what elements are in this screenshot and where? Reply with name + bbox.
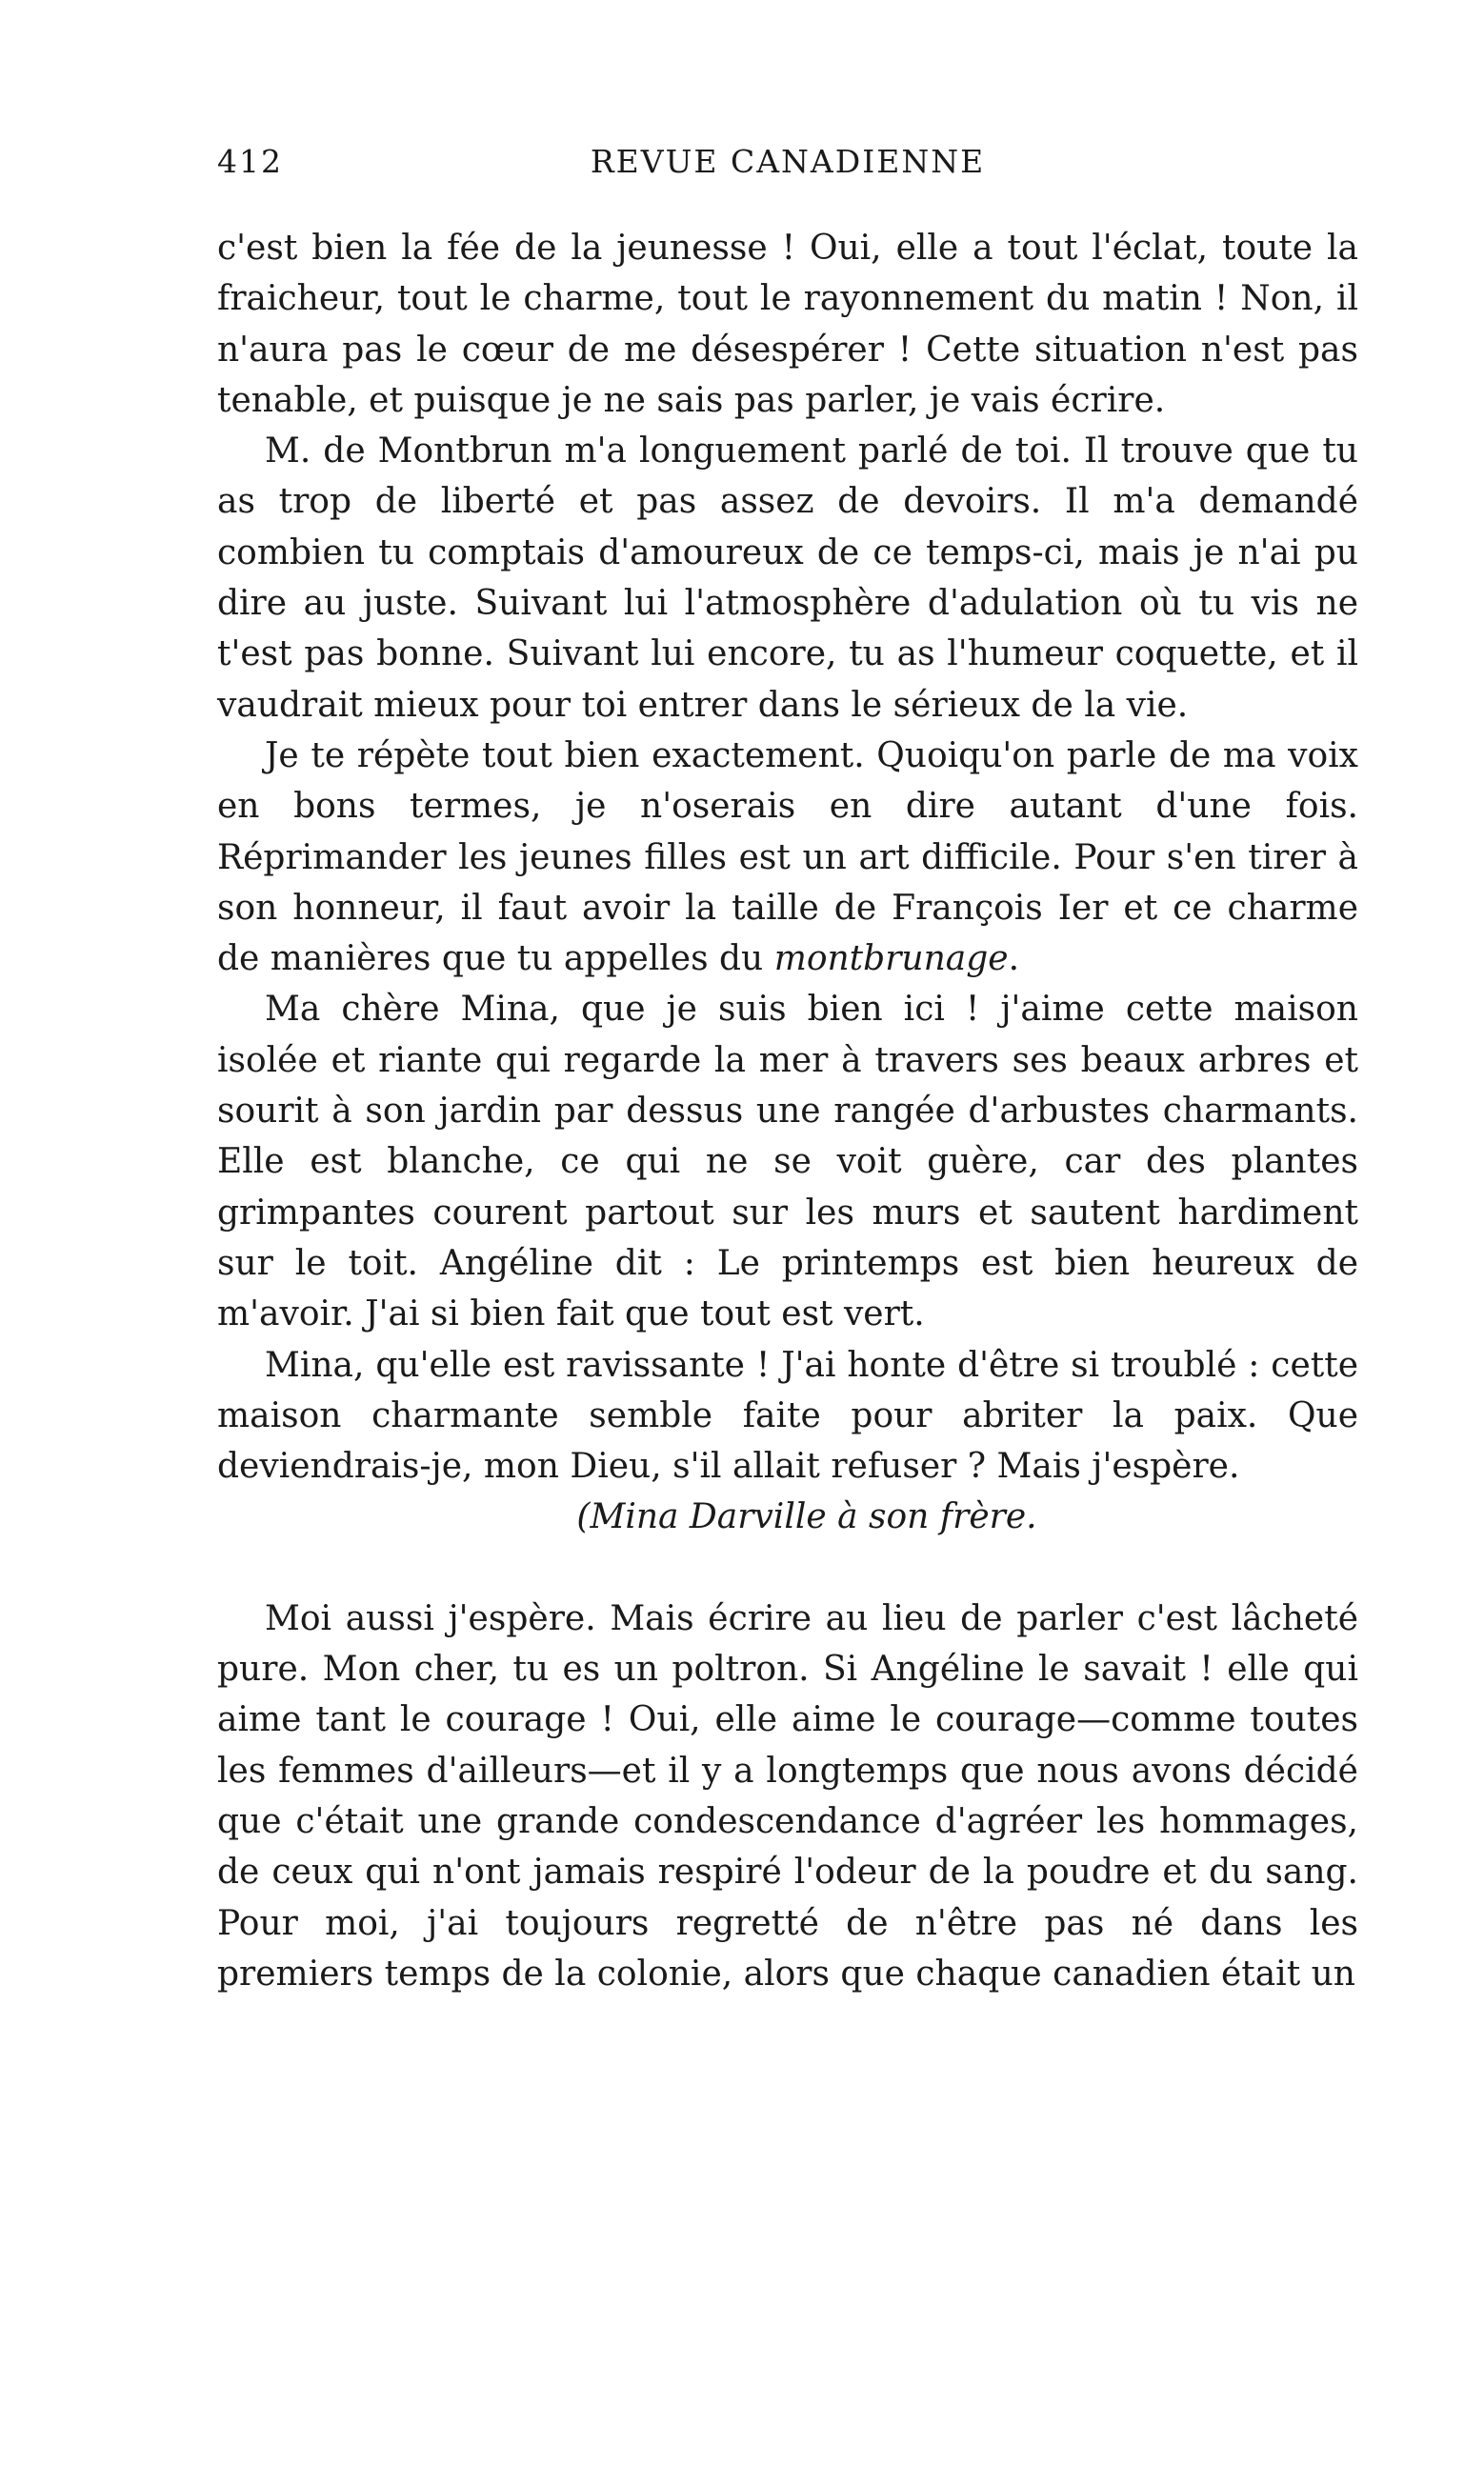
running-title: REVUE CANADIENNE bbox=[590, 143, 986, 180]
body-text bbox=[217, 223, 1358, 1999]
page-number: 412 bbox=[217, 143, 283, 180]
paragraph-1: c'est bien la fée de la jeunesse ! Oui, elle a tout l'éclat, toute la fraicheur, tout le charme, tout le rayonnement du matin ! Non, il n'aura pas le cœur de me désespérer ! Cette situation n'est pas tenable, et puisque je ne sais pas parler, je vais écrire. bbox=[217, 229, 1358, 420]
paragraph-6: Moi aussi j'espère. Mais écrire au lieu de parler c'est lâcheté pure. Mon cher, tu es un poltron. Si Angéline le savait ! elle qui aime tant le courage ! Oui, elle aime le courage—comme toutes les femmes d'ailleurs—et il y a longtemps que nous avons décidé que c'était une grande condescendance d'agréer les hommages, de ceux qui n'ont jamais respiré l'odeur de la poudre et du sang. Pour moi, j'ai toujours regretté de n'être pas né dans les premiers temps de la colonie, alors que chaque canadien était un bbox=[217, 1598, 1358, 1994]
paragraph-3-end: . bbox=[1008, 939, 1020, 979]
paragraph-2: M. de Montbrun m'a longuement parlé de toi. Il trouve que tu as trop de liberté et pas assez de devoirs. Il m'a demandé combien tu comptais d'amoureux de ce temps-ci, mais je n'ai pu dire au juste. Suivant lui l'atmosphère d'adulation où tu vis ne t'est pas bonne. Suivant lui encore, tu as l'humeur coquette, et il vaudrait mieux pour toi entrer dans le sérieux de la vie. bbox=[217, 431, 1358, 725]
italic-term: montbrunage bbox=[773, 939, 1009, 979]
paragraph-3 bbox=[217, 731, 1358, 984]
page-header bbox=[217, 143, 1358, 200]
paragraph-5: Mina, qu'elle est ravissante ! J'ai honte d'être si troublé : cette maison charmante semble faite pour abriter la paix. Que deviendrais-je, mon Dieu, s'il allait refuser ? Mais j'espère. bbox=[217, 1345, 1358, 1487]
paragraph-4: Ma chère Mina, que je suis bien ici ! j'aime cette maison isolée et riante qui regarde la mer à travers ses beaux arbres et sourit à son jardin par dessus une rangée d'arbustes charmants. Elle est blanche, ce qui ne se voit guère, car des plantes grimpantes courent partout sur les murs et sautent hardiment sur le toit. Angéline dit : Le printemps est bien heureux de m'avoir. J'ai si bien fait que tout est vert. bbox=[217, 990, 1358, 1334]
paragraph-3-text: Je te répète tout bien exactement. Quoiqu'on parle de ma voix en bons termes, je n'oserais en dire autant d'une fois. Réprimander les jeunes filles est un art difficile. Pour s'en tirer à son honneur, il faut avoir la taille de François Ier et ce charme de manières que tu appelles du bbox=[217, 735, 1358, 979]
letter-signature: (Mina Darville à son frère. bbox=[576, 1497, 1037, 1537]
